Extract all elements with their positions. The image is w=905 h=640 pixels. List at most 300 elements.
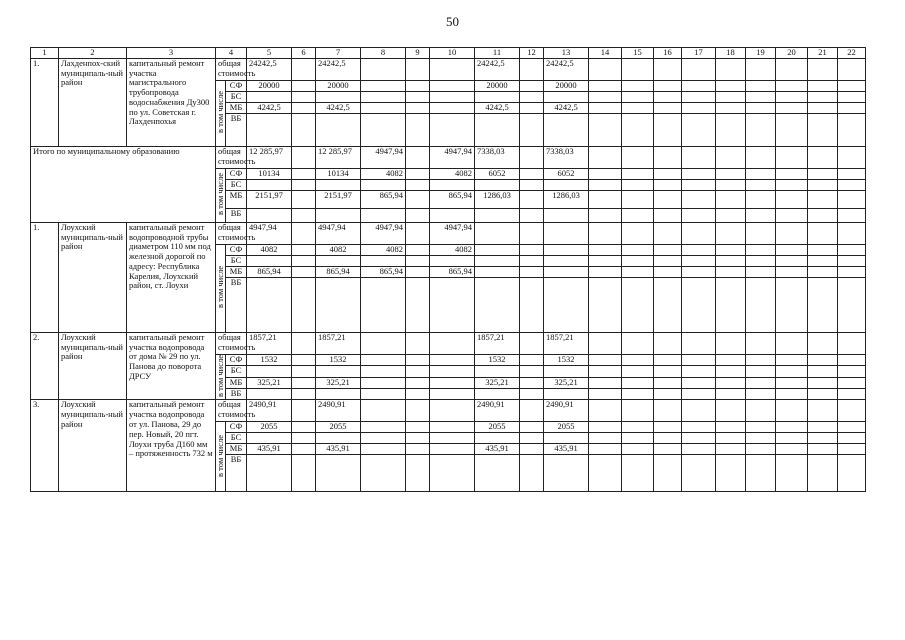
cell-col-6 [292, 389, 316, 400]
cell-col-10 [430, 58, 475, 80]
cell-col-21 [808, 377, 838, 388]
cell-col-22 [838, 102, 866, 113]
cell-col-14 [589, 179, 622, 190]
cell-col-12 [520, 113, 544, 146]
cell-col-6 [292, 113, 316, 146]
cell-col-18 [716, 168, 746, 179]
cell-col-18 [716, 266, 746, 277]
cell-col-7: 2490,91 [316, 400, 361, 422]
source-mb-label: МБ [226, 377, 247, 388]
cell-col-21 [808, 102, 838, 113]
cell-col-8 [361, 179, 406, 190]
cell-col-11 [475, 366, 520, 377]
cell-col-16 [654, 179, 682, 190]
cell-col-20 [776, 80, 808, 91]
cell-col-10 [430, 277, 475, 332]
cell-col-19 [746, 113, 776, 146]
cell-col-14 [589, 58, 622, 80]
col-header: 1 [31, 48, 59, 59]
cell-col-21 [808, 168, 838, 179]
cell-col-11 [475, 389, 520, 400]
cell-col-5: 865,94 [247, 266, 292, 277]
cell-col-11 [475, 222, 520, 244]
cell-col-20 [776, 102, 808, 113]
cell-col-7: 1532 [316, 354, 361, 365]
cell-col-6 [292, 208, 316, 222]
cell-col-10: 4947,94 [430, 222, 475, 244]
cell-col-8 [361, 422, 406, 433]
cell-col-13 [544, 455, 589, 492]
including-text: в том числе [215, 434, 225, 477]
cell-col-8: 865,94 [361, 190, 406, 208]
source-vb-label: ВБ [226, 455, 247, 492]
source-bs-label: БС [226, 255, 247, 266]
cell-col-13 [544, 277, 589, 332]
cell-col-21 [808, 455, 838, 492]
cell-col-6 [292, 332, 316, 354]
col-header: 17 [682, 48, 716, 59]
including-label [216, 422, 226, 492]
cell-col-18 [716, 80, 746, 91]
cell-col-7: 4242,5 [316, 102, 361, 113]
col-header: 16 [654, 48, 682, 59]
cell-col-10 [430, 389, 475, 400]
cell-col-11 [475, 255, 520, 266]
cell-col-18 [716, 277, 746, 332]
cell-col-16 [654, 444, 682, 455]
col-header: 9 [406, 48, 430, 59]
cell-col-12 [520, 332, 544, 354]
cell-col-12 [520, 366, 544, 377]
cell-col-15 [622, 80, 654, 91]
cell-col-6 [292, 255, 316, 266]
table-row [31, 400, 866, 422]
cell-col-5 [247, 433, 292, 444]
cell-col-10 [430, 433, 475, 444]
col-header: 2 [59, 48, 127, 59]
cell-col-17 [682, 266, 716, 277]
cell-col-15 [622, 208, 654, 222]
cell-col-19 [746, 255, 776, 266]
including-text: в том числе [215, 90, 225, 133]
cell-col-21 [808, 266, 838, 277]
column-number-row [31, 48, 866, 59]
cell-col-12 [520, 400, 544, 422]
cell-col-7: 20000 [316, 80, 361, 91]
cell-col-14 [589, 80, 622, 91]
cell-col-16 [654, 266, 682, 277]
cell-col-18 [716, 58, 746, 80]
cell-col-13 [544, 179, 589, 190]
district-name: Лоухский муниципаль-ный район [59, 222, 127, 332]
cell-col-5: 325,21 [247, 377, 292, 388]
cell-col-15 [622, 433, 654, 444]
including-text: в том числе [215, 172, 225, 215]
cell-col-10: 865,94 [430, 266, 475, 277]
cell-col-9 [406, 366, 430, 377]
cell-col-10 [430, 366, 475, 377]
cell-col-8: 4947,94 [361, 146, 406, 168]
cell-col-19 [746, 444, 776, 455]
cell-col-12 [520, 168, 544, 179]
source-sf-label: СФ [226, 168, 247, 179]
total-cost-label: общая стоимость [216, 146, 247, 168]
col-header: 15 [622, 48, 654, 59]
cell-col-9 [406, 455, 430, 492]
cell-col-11 [475, 179, 520, 190]
cell-col-18 [716, 422, 746, 433]
cell-col-21 [808, 113, 838, 146]
cell-col-7 [316, 389, 361, 400]
col-header: 10 [430, 48, 475, 59]
cell-col-6 [292, 266, 316, 277]
cell-col-10 [430, 444, 475, 455]
source-vb-label: ВБ [226, 389, 247, 400]
cell-col-19 [746, 58, 776, 80]
cell-col-11: 20000 [475, 80, 520, 91]
cell-col-20 [776, 366, 808, 377]
cell-col-13: 1857,21 [544, 332, 589, 354]
district-name: Лоухский муниципаль-ный район [59, 332, 127, 400]
cell-col-18 [716, 102, 746, 113]
cell-col-21 [808, 277, 838, 332]
cell-col-17 [682, 455, 716, 492]
cell-col-22 [838, 190, 866, 208]
col-header: 20 [776, 48, 808, 59]
cell-col-11: 2055 [475, 422, 520, 433]
col-header: 22 [838, 48, 866, 59]
table-row [31, 222, 866, 244]
source-bs-label: БС [226, 433, 247, 444]
cell-col-12 [520, 102, 544, 113]
cell-col-7 [316, 208, 361, 222]
cell-col-9 [406, 255, 430, 266]
cell-col-6 [292, 455, 316, 492]
cell-col-17 [682, 179, 716, 190]
cell-col-14 [589, 366, 622, 377]
cell-col-11: 1857,21 [475, 332, 520, 354]
cell-col-16 [654, 422, 682, 433]
cell-col-10 [430, 400, 475, 422]
cell-col-14 [589, 208, 622, 222]
cell-col-8 [361, 208, 406, 222]
cell-col-12 [520, 433, 544, 444]
cell-col-6 [292, 58, 316, 80]
cell-col-19 [746, 277, 776, 332]
cell-col-12 [520, 146, 544, 168]
work-description: капитальный ремонт участка водопровода от дома № 29 по ул. Панова до поворота ДРСУ [127, 332, 216, 400]
cell-col-20 [776, 354, 808, 365]
cell-col-11: 24242,5 [475, 58, 520, 80]
cell-col-10 [430, 113, 475, 146]
cell-col-16 [654, 277, 682, 332]
cell-col-6 [292, 422, 316, 433]
col-header: 6 [292, 48, 316, 59]
cell-col-20 [776, 377, 808, 388]
cell-col-13: 4242,5 [544, 102, 589, 113]
cell-col-22 [838, 58, 866, 80]
cell-col-8 [361, 400, 406, 422]
cell-col-14 [589, 168, 622, 179]
cell-col-15 [622, 354, 654, 365]
cell-col-12 [520, 222, 544, 244]
cell-col-22 [838, 80, 866, 91]
cell-col-11 [475, 91, 520, 102]
cell-col-8 [361, 455, 406, 492]
cell-col-11: 6052 [475, 168, 520, 179]
cell-col-21 [808, 91, 838, 102]
cell-col-22 [838, 222, 866, 244]
cell-col-18 [716, 332, 746, 354]
cell-col-13 [544, 244, 589, 255]
cell-col-7: 2151,97 [316, 190, 361, 208]
cell-col-15 [622, 244, 654, 255]
cell-col-22 [838, 113, 866, 146]
cell-col-8 [361, 377, 406, 388]
source-vb-label: ВБ [226, 208, 247, 222]
cell-col-10: 4082 [430, 244, 475, 255]
cell-col-17 [682, 366, 716, 377]
cell-col-17 [682, 255, 716, 266]
cell-col-12 [520, 58, 544, 80]
cell-col-11 [475, 244, 520, 255]
cell-col-8 [361, 433, 406, 444]
cell-col-22 [838, 377, 866, 388]
cell-col-6 [292, 146, 316, 168]
cell-col-9 [406, 389, 430, 400]
cell-col-11 [475, 277, 520, 332]
cell-col-21 [808, 179, 838, 190]
cell-col-6 [292, 354, 316, 365]
cell-col-14 [589, 91, 622, 102]
cell-col-9 [406, 244, 430, 255]
cell-col-16 [654, 168, 682, 179]
cell-col-9 [406, 433, 430, 444]
cell-col-7: 4947,94 [316, 222, 361, 244]
cell-col-12 [520, 389, 544, 400]
row-number: 1. [31, 58, 59, 146]
cell-col-9 [406, 80, 430, 91]
cell-col-6 [292, 91, 316, 102]
work-description: капитальный ремонт участка магистрального трубопровода водоснабжения Ду300 по ул. Советская г. Лахденпохья [127, 58, 216, 146]
cell-col-21 [808, 146, 838, 168]
cell-col-6 [292, 400, 316, 422]
cell-col-12 [520, 190, 544, 208]
cell-col-14 [589, 377, 622, 388]
cell-col-13: 435,91 [544, 444, 589, 455]
cell-col-10 [430, 91, 475, 102]
cell-col-15 [622, 277, 654, 332]
cell-col-11: 7338,03 [475, 146, 520, 168]
cell-col-7 [316, 113, 361, 146]
cell-col-20 [776, 91, 808, 102]
cell-col-21 [808, 255, 838, 266]
cell-col-18 [716, 190, 746, 208]
col-header: 18 [716, 48, 746, 59]
col-header: 4 [216, 48, 247, 59]
cell-col-12 [520, 277, 544, 332]
cell-col-17 [682, 277, 716, 332]
cell-col-18 [716, 389, 746, 400]
cell-col-18 [716, 455, 746, 492]
cell-col-17 [682, 91, 716, 102]
cell-col-5: 20000 [247, 80, 292, 91]
cell-col-13: 1532 [544, 354, 589, 365]
cell-col-10 [430, 179, 475, 190]
cell-col-16 [654, 91, 682, 102]
cell-col-20 [776, 244, 808, 255]
cell-col-16 [654, 433, 682, 444]
cell-col-22 [838, 179, 866, 190]
cell-col-22 [838, 444, 866, 455]
cell-col-18 [716, 113, 746, 146]
cell-col-9 [406, 91, 430, 102]
budget-table [30, 47, 866, 492]
cell-col-15 [622, 444, 654, 455]
cell-col-19 [746, 400, 776, 422]
cell-col-16 [654, 244, 682, 255]
cell-col-19 [746, 190, 776, 208]
cell-col-18 [716, 433, 746, 444]
cell-col-7: 1857,21 [316, 332, 361, 354]
col-header: 19 [746, 48, 776, 59]
cell-col-14 [589, 389, 622, 400]
cell-col-14 [589, 433, 622, 444]
source-mb-label: МБ [226, 444, 247, 455]
cell-col-12 [520, 266, 544, 277]
cell-col-22 [838, 277, 866, 332]
cell-col-11 [475, 113, 520, 146]
cell-col-8 [361, 255, 406, 266]
col-header: 21 [808, 48, 838, 59]
cell-col-22 [838, 208, 866, 222]
cell-col-11: 435,91 [475, 444, 520, 455]
cell-col-19 [746, 222, 776, 244]
cell-col-16 [654, 208, 682, 222]
cell-col-7: 325,21 [316, 377, 361, 388]
cell-col-17 [682, 444, 716, 455]
source-mb-label: МБ [226, 102, 247, 113]
cell-col-19 [746, 332, 776, 354]
cell-col-16 [654, 255, 682, 266]
cell-col-9 [406, 179, 430, 190]
cell-col-10: 865,94 [430, 190, 475, 208]
source-sf-label: СФ [226, 422, 247, 433]
cell-col-17 [682, 433, 716, 444]
cell-col-22 [838, 244, 866, 255]
cell-col-17 [682, 222, 716, 244]
col-header: 8 [361, 48, 406, 59]
cell-col-21 [808, 222, 838, 244]
cell-col-15 [622, 422, 654, 433]
source-mb-label: МБ [226, 266, 247, 277]
cell-col-20 [776, 400, 808, 422]
cell-col-16 [654, 222, 682, 244]
cell-col-14 [589, 244, 622, 255]
cell-col-13: 1286,03 [544, 190, 589, 208]
cell-col-10 [430, 255, 475, 266]
cell-col-20 [776, 179, 808, 190]
source-bs-label: БС [226, 366, 247, 377]
cell-col-5 [247, 113, 292, 146]
cell-col-14 [589, 266, 622, 277]
cell-col-5: 2490,91 [247, 400, 292, 422]
cell-col-17 [682, 244, 716, 255]
cell-col-11: 2490,91 [475, 400, 520, 422]
cell-col-8: 4082 [361, 244, 406, 255]
cell-col-7: 4082 [316, 244, 361, 255]
col-header: 14 [589, 48, 622, 59]
cell-col-9 [406, 208, 430, 222]
work-description: капитальный ремонт водопроводной трубы диаметром 110 мм под железной дорогой по адресу: Республика Карелия, Лоухский район, ст. Лоухи [127, 222, 216, 332]
cell-col-21 [808, 422, 838, 433]
cell-col-19 [746, 179, 776, 190]
cell-col-19 [746, 422, 776, 433]
cell-col-13: 325,21 [544, 377, 589, 388]
cell-col-10: 4082 [430, 168, 475, 179]
cell-col-20 [776, 332, 808, 354]
cell-col-9 [406, 168, 430, 179]
cell-col-10 [430, 208, 475, 222]
cell-col-17 [682, 168, 716, 179]
cell-col-21 [808, 444, 838, 455]
cell-col-10 [430, 80, 475, 91]
cell-col-17 [682, 354, 716, 365]
cell-col-5 [247, 455, 292, 492]
cell-col-18 [716, 244, 746, 255]
cell-col-12 [520, 444, 544, 455]
cell-col-8 [361, 58, 406, 80]
cell-col-22 [838, 366, 866, 377]
total-cost-label: общая стоимость [216, 58, 247, 80]
cell-col-6 [292, 190, 316, 208]
cell-col-9 [406, 222, 430, 244]
cell-col-7: 10134 [316, 168, 361, 179]
cell-col-15 [622, 366, 654, 377]
col-header: 12 [520, 48, 544, 59]
cell-col-9 [406, 422, 430, 433]
cell-col-20 [776, 58, 808, 80]
cell-col-22 [838, 433, 866, 444]
cell-col-19 [746, 146, 776, 168]
table-row [31, 146, 866, 168]
cell-col-15 [622, 222, 654, 244]
cell-col-14 [589, 113, 622, 146]
cell-col-8 [361, 102, 406, 113]
cell-col-7: 865,94 [316, 266, 361, 277]
cell-col-7: 435,91 [316, 444, 361, 455]
cell-col-22 [838, 266, 866, 277]
col-header: 13 [544, 48, 589, 59]
source-sf-label: СФ [226, 80, 247, 91]
cell-col-11: 1286,03 [475, 190, 520, 208]
cell-col-20 [776, 277, 808, 332]
cell-col-7: 2055 [316, 422, 361, 433]
district-name: Лахденпох-ский муниципаль-ный район [59, 58, 127, 146]
page-number: 50 [446, 14, 459, 29]
cell-col-7: 24242,5 [316, 58, 361, 80]
cell-col-22 [838, 255, 866, 266]
cell-col-6 [292, 80, 316, 91]
cell-col-15 [622, 179, 654, 190]
cell-col-8 [361, 366, 406, 377]
cell-col-21 [808, 58, 838, 80]
cell-col-9 [406, 266, 430, 277]
cell-col-20 [776, 222, 808, 244]
cell-col-13: 24242,5 [544, 58, 589, 80]
cell-col-15 [622, 58, 654, 80]
cell-col-21 [808, 400, 838, 422]
